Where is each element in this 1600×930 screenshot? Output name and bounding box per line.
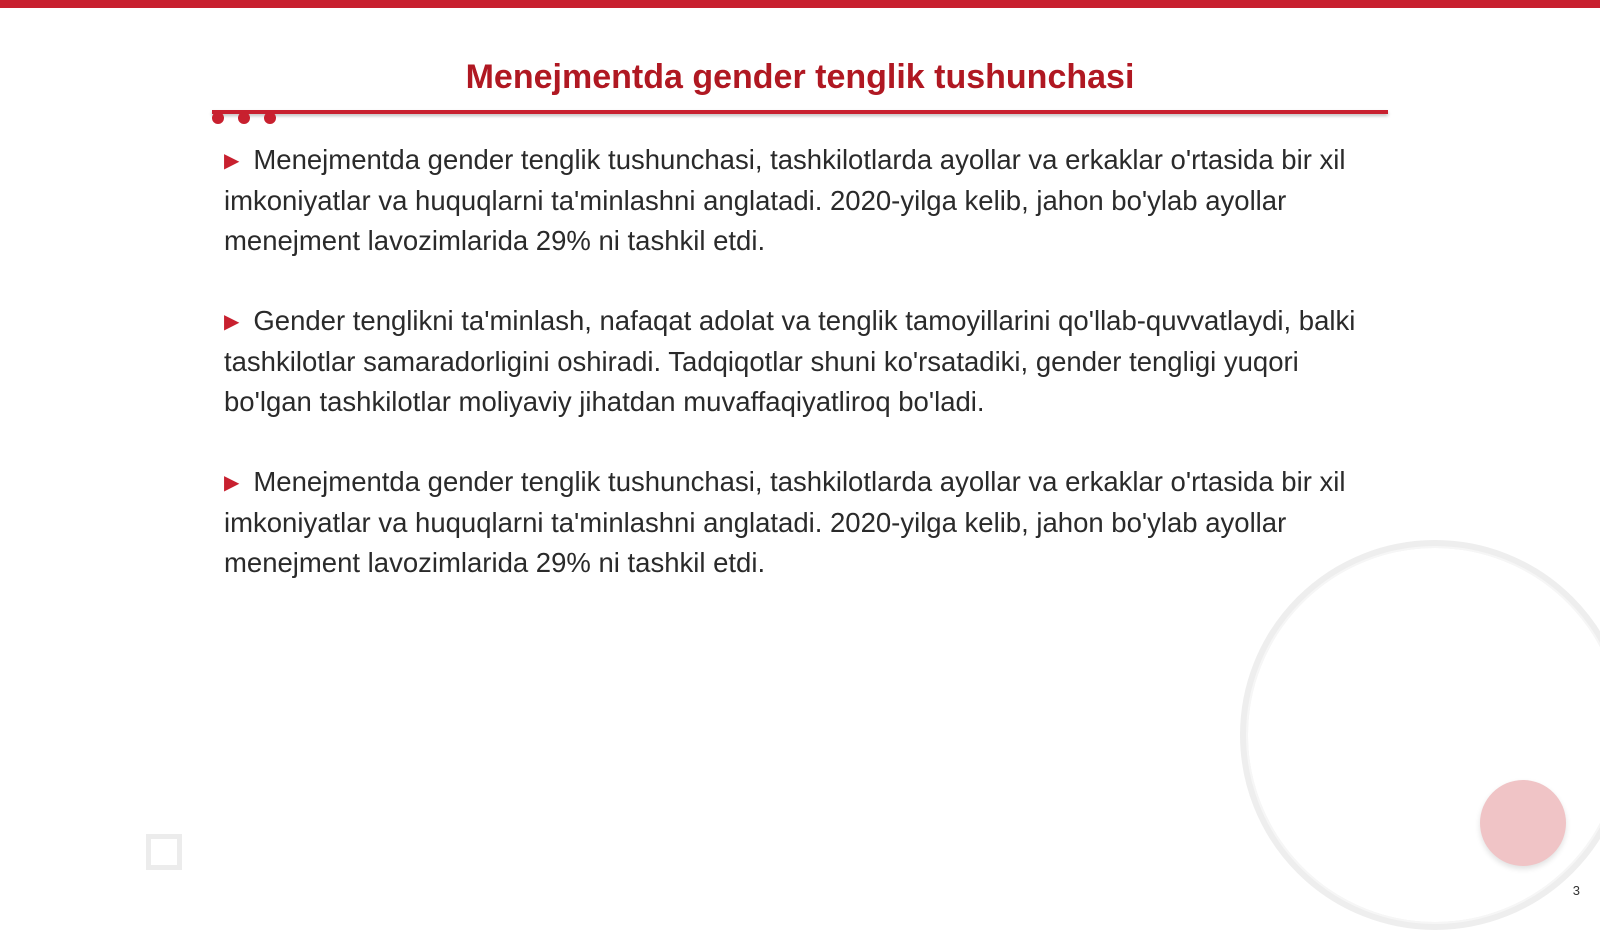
bullet-arrow-icon: ▶ [224,311,240,333]
bullet-text: Gender tenglikni ta'minlash, nafaqat adolat va tenglik tamoyillarini qo'llab-quvvatlaydi, balki tashkilotlar samaradorligini oshiradi. Tadqiqotlar shuni ko'rsatadiki, gender tengligi yuqori bo'lgan tashkilotlar moliyaviy jihatdan muvaffaqiyatliroq bo'ladi. [224,305,1356,417]
title-dot [238,112,250,124]
bullet-arrow-icon: ▶ [224,472,240,494]
bullet-item [224,462,1384,583]
bullet-text: Menejmentda gender tenglik tushunchasi, tashkilotlarda ayollar va erkaklar o'rtasida bir xil imkoniyatlar va huquqlarni ta'minlashni anglatadi. 2020-yilga kelib, jahon bo'ylab ayollar menejment lavozimlarida 29% ni tashkil etdi. [224,466,1346,578]
bullet-arrow-icon: ▶ [224,150,240,172]
decorative-pink-circle [1480,780,1566,866]
bullet-item [224,140,1384,261]
top-accent-bar [0,0,1600,8]
page-number: 3 [1572,883,1580,898]
title-dot [264,112,276,124]
title-dot [212,112,224,124]
bullet-item [224,301,1384,422]
bullet-text: Menejmentda gender tenglik tushunchasi, tashkilotlarda ayollar va erkaklar o'rtasida bir xil imkoniyatlar va huquqlarni ta'minlashni anglatadi. 2020-yilga kelib, jahon bo'ylab ayollar menejment lavozimlarida 29% ni tashkil etdi. [224,144,1346,256]
slide-title: Menejmentda gender tenglik tushunchasi [465,58,1135,96]
title-underline [212,110,1388,114]
decorative-ring-inner [1246,546,1600,924]
decorative-square [146,834,182,870]
bullet-list [224,140,1384,623]
